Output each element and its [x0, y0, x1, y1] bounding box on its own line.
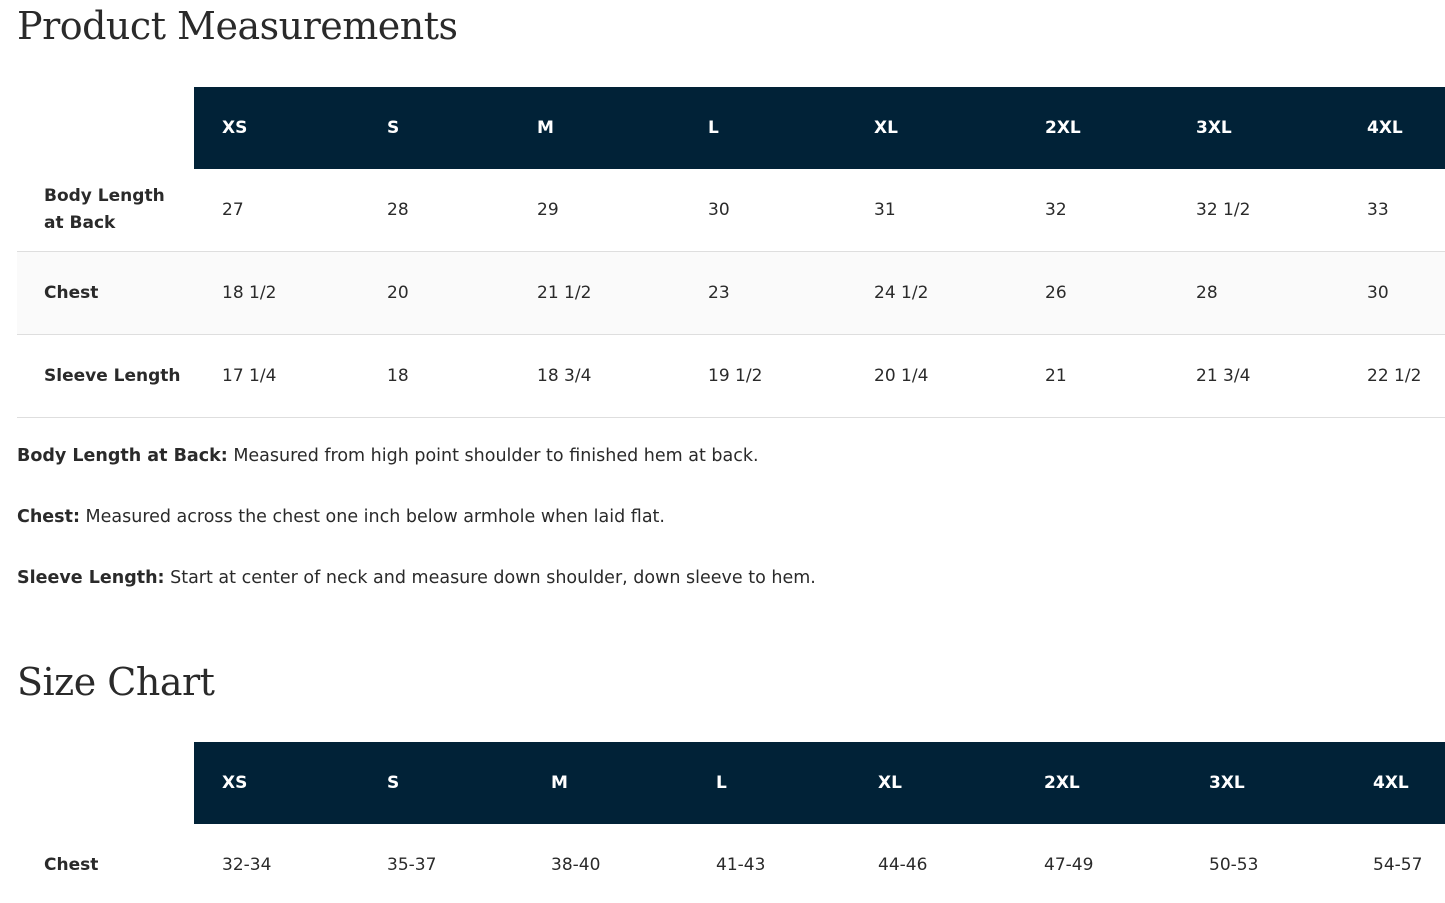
table-cell: 21	[1017, 335, 1168, 418]
note-chest	[17, 506, 1417, 529]
table-cell: 23	[680, 252, 846, 335]
size-header: 2XL	[1017, 87, 1168, 169]
note-text: Measured from high point shoulder to finished hem at back.	[227, 446, 759, 466]
size-header: S	[359, 87, 509, 169]
table-row	[17, 824, 1445, 903]
size-header: L	[680, 87, 846, 169]
table-cell: 32-34	[222, 855, 272, 875]
table-cell: 26	[1017, 252, 1168, 335]
size-header-row	[17, 742, 1445, 824]
table-cell: 54-57	[1373, 855, 1423, 875]
size-header: 3XL	[1168, 87, 1339, 169]
size-header: XS	[194, 742, 359, 824]
size-header: XL	[846, 87, 1017, 169]
table-cell: 21 1/2	[509, 252, 680, 335]
table-cell: 47-49	[1044, 855, 1094, 875]
size-header: 4XL	[1345, 742, 1445, 824]
table-cell: 44-46	[878, 855, 928, 875]
table-cell: 21 3/4	[1168, 335, 1339, 418]
table-cell: 41-43	[716, 855, 766, 875]
table-cell: 32 1/2	[1168, 169, 1339, 252]
size-header: 2XL	[1016, 742, 1181, 824]
size-header: S	[359, 742, 523, 824]
size-header: XL	[850, 742, 1016, 824]
product-measurements-table	[17, 87, 1445, 418]
table-cell: 28	[359, 169, 509, 252]
product-measurements-title: Product Measurements	[17, 4, 458, 48]
note-body-length	[17, 445, 1417, 468]
table-cell: 31	[846, 169, 1017, 252]
note-text: Start at center of neck and measure down shoulder, down sleeve to hem.	[164, 568, 816, 588]
size-header: M	[509, 87, 680, 169]
table-cell: 30	[1339, 252, 1445, 335]
size-chart-title: Size Chart	[17, 660, 215, 704]
header-corner	[17, 742, 194, 824]
size-header: M	[523, 742, 688, 824]
measurement-notes	[17, 445, 1417, 628]
table-cell: 18	[359, 335, 509, 418]
table-cell: 28	[1168, 252, 1339, 335]
table-cell: 24 1/2	[846, 252, 1017, 335]
size-header-row	[17, 87, 1445, 169]
table-cell: 38-40	[551, 855, 601, 875]
table-cell: 18 3/4	[509, 335, 680, 418]
table-row	[17, 252, 1445, 335]
size-header: 3XL	[1181, 742, 1345, 824]
size-header: 4XL	[1339, 87, 1445, 169]
table-cell: 27	[194, 169, 359, 252]
row-label: Chest	[44, 854, 99, 875]
row-label: Body Length at Back	[17, 169, 194, 252]
table-cell: 17 1/4	[194, 335, 359, 418]
table-cell: 18 1/2	[194, 252, 359, 335]
table-cell: 30	[680, 169, 846, 252]
note-sleeve-length	[17, 567, 1417, 590]
table-cell: 19 1/2	[680, 335, 846, 418]
table-cell: 33	[1339, 169, 1445, 252]
table-cell: 22 1/2	[1339, 335, 1445, 418]
table-cell: 20 1/4	[846, 335, 1017, 418]
note-term: Chest:	[17, 507, 80, 527]
row-label: Sleeve Length	[17, 335, 194, 418]
size-header: XS	[194, 87, 359, 169]
table-row	[17, 169, 1445, 252]
size-chart-table	[17, 742, 1445, 903]
table-cell: 35-37	[387, 855, 437, 875]
table-cell: 29	[509, 169, 680, 252]
table-row	[17, 335, 1445, 418]
note-text: Measured across the chest one inch below armhole when laid flat.	[79, 507, 665, 527]
table-cell: 32	[1017, 169, 1168, 252]
header-corner	[17, 87, 194, 169]
note-term: Body Length at Back:	[17, 446, 228, 466]
table-cell: 20	[359, 252, 509, 335]
row-label: Chest	[17, 252, 194, 335]
note-term: Sleeve Length:	[17, 568, 165, 588]
table-cell: 50-53	[1209, 855, 1259, 875]
size-header: L	[688, 742, 850, 824]
